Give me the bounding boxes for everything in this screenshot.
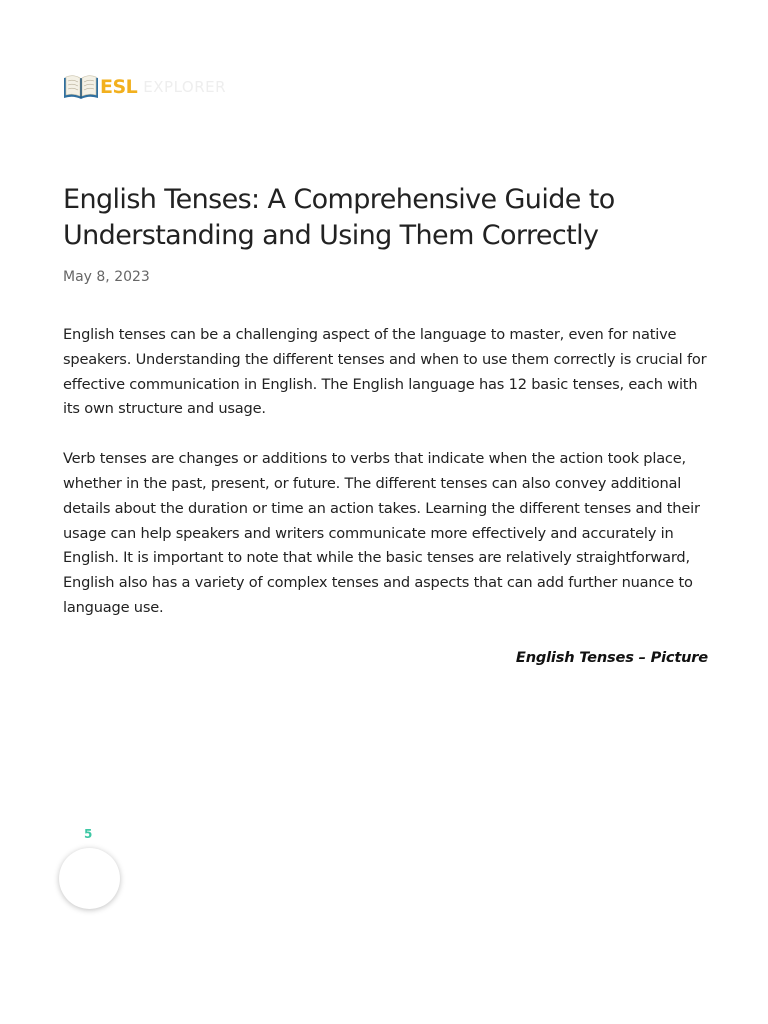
open-book-icon (63, 73, 99, 101)
article-paragraph-1: English tenses can be a challenging aspect of the language to master, even for native speakers. Understanding the different tenses and when to use them correctly is crucial for effective communication in English. The English language has 12 basic tenses, each with its own structure and usage. (63, 326, 707, 418)
logo-text: ESL (100, 76, 138, 98)
article-paragraph-2: Verb tenses are changes or additions to verbs that indicate when the action took place, whether in the past, present, or future. The different tenses can also convey additional details about the duration or time an action takes. Learning the different tenses and their usage can help speakers and writers communicate more effectively and accurately in English. It is important to note that while the basic tenses are relatively straightforward, English also has a variety of complex tenses and aspects that can add further nuance to language use. (63, 450, 700, 616)
share-button[interactable] (59, 848, 120, 909)
article (63, 182, 708, 670)
logo-suffix: EXPLORER (143, 78, 227, 96)
article-date: May 8, 2023 (63, 269, 150, 285)
site-logo[interactable] (63, 72, 226, 102)
share-count: 5 (84, 827, 93, 841)
article-title: English Tenses: A Comprehensive Guide to Understanding and Using Them Correctly (63, 184, 615, 251)
image-caption: English Tenses – Picture (515, 648, 708, 666)
